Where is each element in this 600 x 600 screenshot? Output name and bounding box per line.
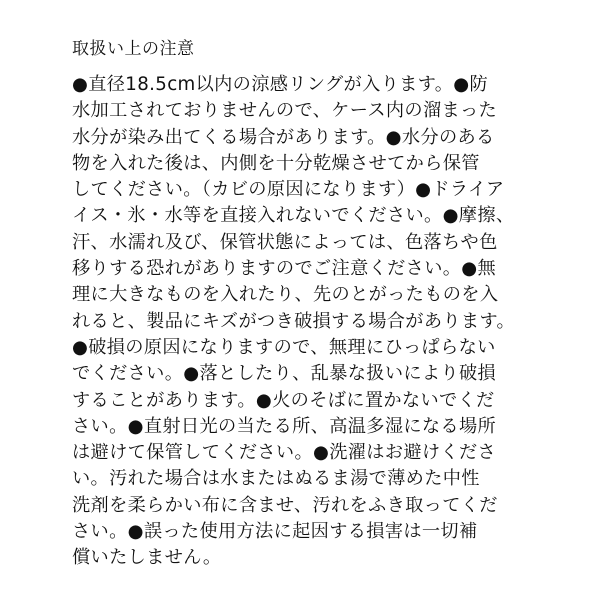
instruction-line: は避けて保管してください。●洗濯はお避けくださ — [72, 442, 497, 464]
instruction-line: してください。（カビの原因になります）●ドライア — [72, 179, 505, 201]
instruction-line: 洗剤を柔らかい布に含ませ、汚れをふき取ってくだ — [72, 494, 498, 516]
page-title: 取扱い上の注意 — [72, 39, 195, 59]
instruction-line: 償いたしません。 — [72, 547, 222, 569]
instruction-line: することがあります。●火のそばに置かないでくだ — [72, 389, 495, 411]
instruction-line: ●破損の原因になりますので、無理にひっぱらない — [72, 336, 496, 358]
instruction-line: さい。●誤った使用方法に起因する損害は一切補 — [72, 521, 478, 543]
instruction-line: でください。●落としたり、乱暴な扱いにより破損 — [72, 363, 497, 385]
instruction-line: 物を入れた後は、内側を十分乾燥させてから保管 — [72, 152, 480, 174]
instruction-line: 汗、水濡れ及び、保管状態によっては、色落ちや色 — [72, 231, 498, 253]
instruction-line: 水分が染み出てくる場合があります。●水分のある — [72, 126, 495, 148]
instruction-line: 移りする恐れがありますのでご注意ください。●無 — [72, 258, 497, 280]
instruction-line: 理に大きなものを入れたり、先のとがったものを入 — [72, 284, 499, 306]
instruction-line: 水加工されておりませんので、ケース内の溜まった — [72, 100, 498, 122]
instruction-line: ●直径18.5cm以内の涼感リングが入ります。●防 — [72, 74, 489, 95]
instruction-line: イス・氷・水等を直接入れないでください。●摩擦、 — [72, 205, 515, 227]
instruction-line: れると、製品にキズがつき破損する場合があります。 — [72, 310, 516, 332]
instructions-body — [72, 72, 552, 572]
instruction-line: い。汚れた場合は水またはぬるま湯で薄めた中性 — [72, 468, 480, 490]
instruction-line: さい。●直射日光の当たる所、高温多湿になる場所 — [72, 415, 497, 437]
